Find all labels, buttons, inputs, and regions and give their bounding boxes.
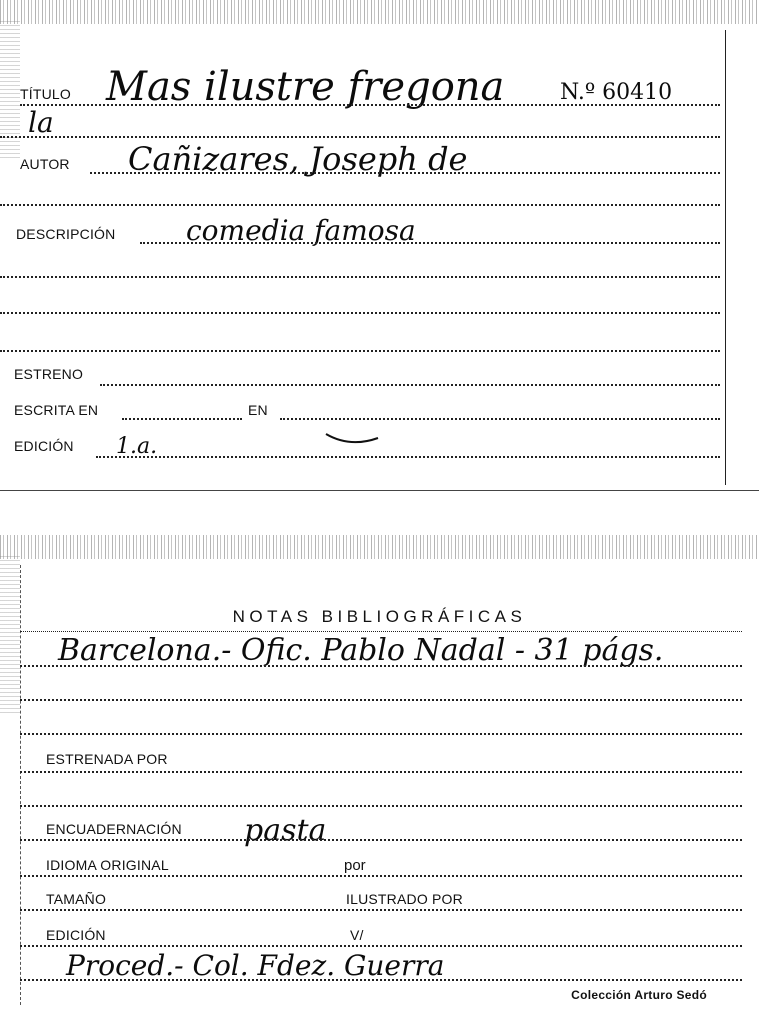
autor-line — [90, 172, 720, 174]
idioma-original-label: IDIOMA ORIGINAL — [46, 857, 169, 873]
estrenada-por-label: ESTRENADA POR — [46, 751, 168, 767]
encuadernacion-value: pasta — [244, 813, 327, 848]
notas-heading-line — [20, 631, 742, 632]
edicion-label: EDICIÓN — [14, 438, 74, 454]
encuadernacion-line — [20, 839, 742, 841]
estrenada-por-line-2 — [20, 805, 742, 807]
descripcion-line-2 — [0, 276, 720, 278]
titulo-value: Mas ilustre fregona — [106, 64, 505, 110]
descripcion-line-3 — [0, 312, 720, 314]
numero-value: N.º 60410 — [560, 80, 673, 105]
descripcion-line-4 — [0, 350, 720, 352]
card-border-right — [725, 30, 726, 485]
estrenada-por-line — [20, 771, 742, 773]
notas-line-2 — [20, 699, 742, 701]
catalog-card-top — [0, 0, 759, 500]
en-line — [280, 418, 720, 420]
notas-line — [20, 665, 742, 667]
descripcion-value: comedia famosa — [186, 214, 416, 247]
titulo-continuation: la — [28, 106, 54, 139]
card-edge-texture — [0, 535, 759, 559]
titulo-line-2 — [0, 136, 720, 138]
encuadernacion-label: ENCUADERNACIÓN — [46, 821, 182, 837]
estreno-line — [100, 384, 720, 386]
tamano-line — [20, 909, 742, 911]
escrita-en-label: ESCRITA EN — [14, 402, 99, 418]
por-label: por — [344, 857, 366, 874]
en-label: EN — [248, 402, 268, 418]
pen-stroke-mark — [322, 428, 382, 446]
edicion-line-2 — [20, 945, 742, 947]
descripcion-label: DESCRIPCIÓN — [16, 226, 116, 242]
edicion-label-2: EDICIÓN — [46, 927, 106, 943]
titulo-line — [20, 104, 720, 106]
notas-line-3 — [20, 733, 742, 735]
estreno-label: ESTRENO — [14, 366, 84, 382]
v-label: V/ — [350, 927, 364, 943]
card-edge-texture — [0, 553, 20, 713]
tamano-label: TAMAÑO — [46, 891, 107, 907]
escrita-en-line — [122, 418, 242, 420]
ilustrado-por-label: ILUSTRADO POR — [346, 891, 463, 907]
edicion-line — [96, 456, 720, 458]
coleccion-stamp: Colección Arturo Sedó — [571, 988, 707, 1002]
autor-line-2 — [0, 204, 720, 206]
procedencia-value: Proced.- Col. Fdez. Guerra — [66, 949, 445, 982]
notas-value: Barcelona.- Ofic. Pablo Nadal - 31 págs. — [58, 633, 664, 668]
card-edge-texture — [0, 0, 759, 24]
descripcion-line — [140, 242, 720, 244]
idioma-original-line — [20, 875, 742, 877]
autor-label: AUTOR — [20, 156, 70, 172]
catalog-card-bottom — [0, 535, 759, 1028]
notas-heading: NOTAS BIBLIOGRÁFICAS — [232, 607, 527, 626]
edicion-value: 1.a. — [116, 434, 158, 459]
procedencia-line — [20, 979, 742, 981]
autor-value: Cañizares, Joseph de — [128, 140, 468, 178]
card-border-bottom — [0, 490, 759, 491]
titulo-label: TÍTULO — [20, 86, 71, 102]
